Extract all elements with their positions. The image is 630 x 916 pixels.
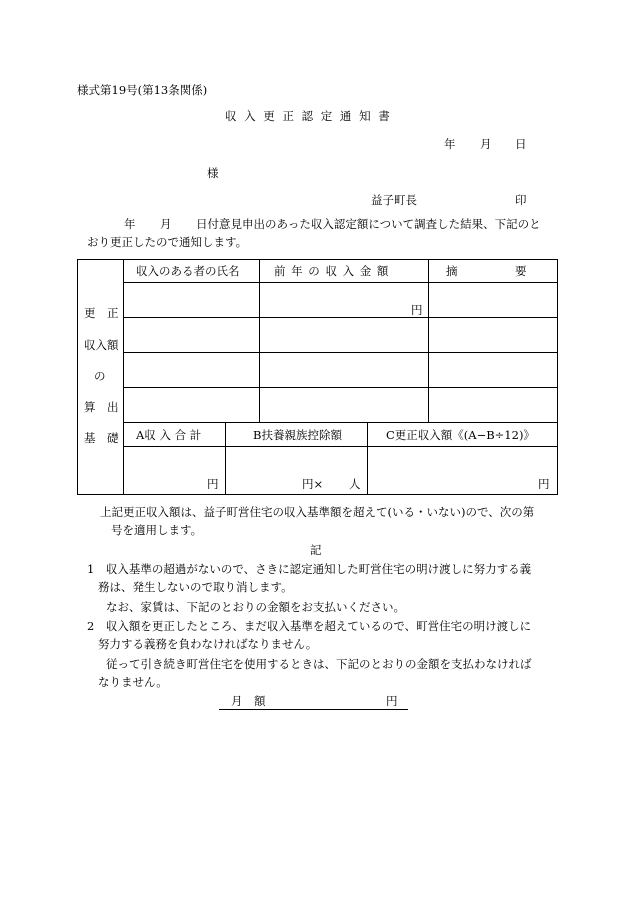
side-label-4: 算 出 xyxy=(84,400,119,414)
item2-line-1: 2 収入額を更正したところ、まだ収入基準を超えているので、町営住宅の明け渡しに xyxy=(87,619,532,633)
side-label-5: 基 礎 xyxy=(84,431,119,445)
item1-line-2: 務は、発生しないので取り消します。 xyxy=(98,580,293,594)
intro-line-2: おり更正したので通知します。 xyxy=(87,235,248,249)
monthly-amount-label: 月 額 xyxy=(231,694,266,708)
monthly-amount-yen: 円 xyxy=(386,694,398,708)
intro-month: 月 xyxy=(160,217,172,231)
header-a-income-total: A収 入 合 計 xyxy=(136,428,202,442)
item2-note-line-1: 従って引き続き町営住宅を使用するときは、下記のとおりの金額を支払わなければ xyxy=(106,657,532,671)
header-income-earner-name: 収入のある者の氏名 xyxy=(136,264,240,278)
header-b-dependent-deduction: B扶養親族控除額 xyxy=(253,428,342,442)
side-label-1: 更 正 xyxy=(84,306,119,320)
addressee-suffix: 様 xyxy=(207,166,219,180)
date-day: 日 xyxy=(515,137,527,151)
header-c-corrected-income: C更正収入額《(A−B÷12)》 xyxy=(386,428,535,442)
yen-unit-a: 円 xyxy=(207,477,219,491)
item2-line-2: 努力する義務を負わなければなりません。 xyxy=(98,637,318,651)
date-month: 月 xyxy=(480,137,492,151)
item2-note-line-2: なりません。 xyxy=(98,675,168,689)
issuer-name: 益子町長 xyxy=(371,193,417,207)
yen-unit-row1: 円 xyxy=(411,303,423,317)
person-unit-b: 人 xyxy=(349,477,361,491)
ki-heading: 記 xyxy=(310,543,322,557)
form-number: 様式第19号(第13条関係) xyxy=(77,83,208,97)
intro-year: 年 xyxy=(124,217,136,231)
para1-line-2: 号を適用します。 xyxy=(111,523,203,537)
yen-times-b: 円× xyxy=(302,477,324,491)
date-year: 年 xyxy=(444,137,456,151)
intro-line-1: 日付意見申出のあった収入認定額について調査した結果、下記のと xyxy=(196,217,541,231)
seal-mark: 印 xyxy=(515,193,527,207)
income-calculation-table xyxy=(77,259,558,495)
item1-line-1: 1 収入基準の超過がないので、さきに認定通知した町営住宅の明け渡しに努力する義 xyxy=(87,562,532,576)
document-title: 収 入 更 正 認 定 通 知 書 xyxy=(225,109,392,123)
header-prev-year-income: 前 年 の 収 入 金 額 xyxy=(274,264,390,278)
para1-line-1: 上記更正収入額は、益子町営住宅の収入基準額を超えて(いる・いない)ので、次の第 xyxy=(100,505,535,519)
yen-unit-c: 円 xyxy=(538,477,550,491)
side-label-3: の xyxy=(94,369,106,383)
item1-note: なお、家賃は、下記のとおりの金額をお支払いください。 xyxy=(106,600,405,614)
side-label-2: 収入額 xyxy=(84,338,119,352)
monthly-amount-underline xyxy=(219,709,408,710)
header-remarks: 摘 要 xyxy=(446,264,527,278)
